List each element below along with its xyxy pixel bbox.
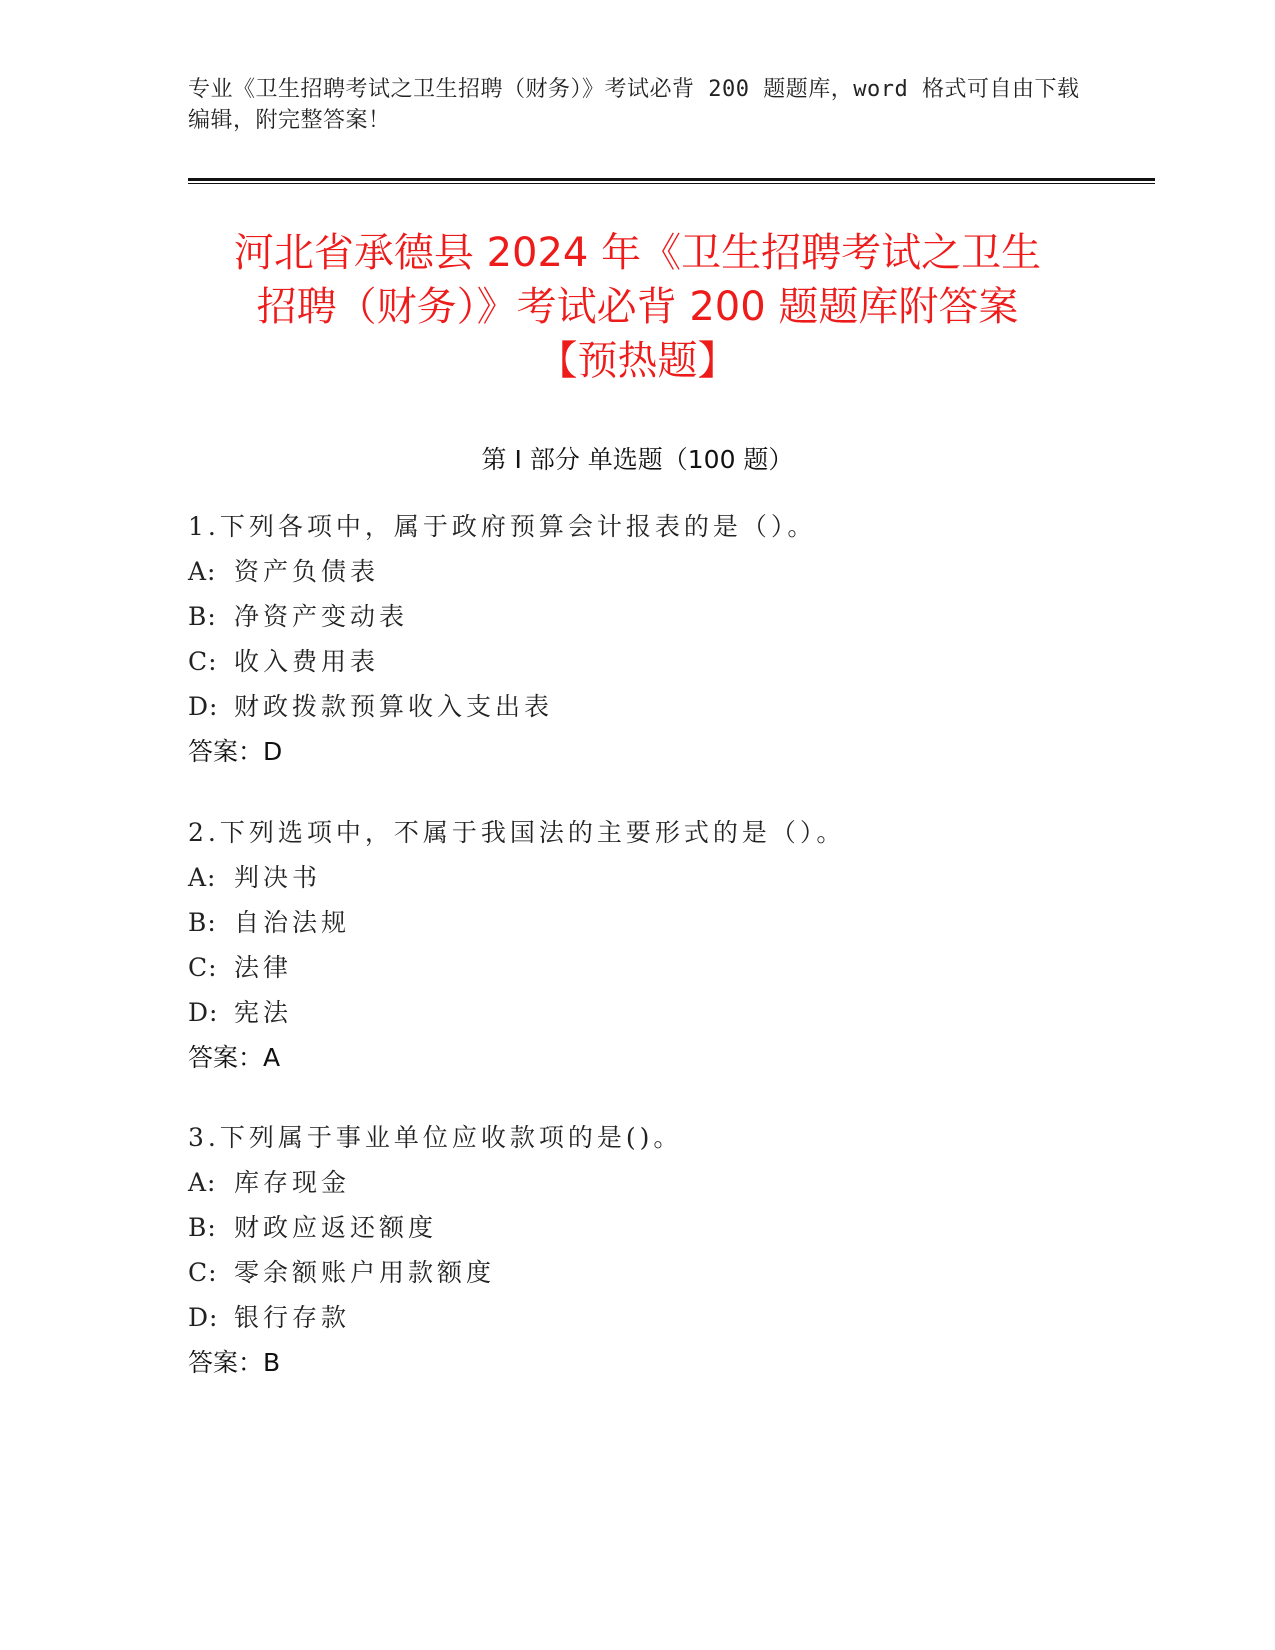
title-line-1: 河北省承德县 2024 年《卫生招聘考试之卫生 <box>233 230 1042 276</box>
question-stem: 1.下列各项中，属于政府预算会计报表的是（）。 <box>188 512 817 541</box>
option-text: 判决书 <box>234 863 322 892</box>
question-1 <box>188 504 1148 774</box>
header-note: 专业《卫生招聘考试之卫生招聘（财务）》考试必背 200 题题库，word 格式可自由下载编辑，附完整答案！ <box>188 77 1080 133</box>
option-text: 零余额账户用款额度 <box>234 1258 496 1287</box>
option-c <box>188 945 1148 990</box>
title-line-3: 【预热题】 <box>537 338 738 384</box>
option-letter: C: <box>188 1258 218 1287</box>
section-heading: 第 I 部分 单选题（100 题） <box>481 445 794 474</box>
option-text: 收入费用表 <box>234 647 380 676</box>
option-text: 法律 <box>234 953 293 982</box>
document-title <box>170 226 1105 388</box>
option-text: 财政应返还额度 <box>234 1213 438 1242</box>
option-text: 自治法规 <box>234 908 351 937</box>
option-letter: B: <box>188 1213 217 1242</box>
option-d <box>188 684 1148 729</box>
option-text: 资产负债表 <box>234 557 380 586</box>
option-letter: C: <box>188 953 218 982</box>
header-rule-thick <box>188 178 1155 181</box>
option-text: 财政拨款预算收入支出表 <box>234 692 554 721</box>
option-b <box>188 900 1148 945</box>
question-2 <box>188 810 1148 1080</box>
option-c <box>188 1250 1148 1295</box>
option-letter: A: <box>188 1168 217 1197</box>
option-text: 库存现金 <box>234 1168 351 1197</box>
option-text: 净资产变动表 <box>234 602 409 631</box>
option-b <box>188 594 1148 639</box>
option-text: 宪法 <box>234 998 293 1027</box>
title-line-2: 招聘（财务）》考试必背 200 题题库附答案 <box>256 284 1019 330</box>
option-c <box>188 639 1148 684</box>
question-stem: 3.下列属于事业单位应收款项的是()。 <box>188 1123 683 1152</box>
question-3 <box>188 1115 1148 1385</box>
answer-line: 答案：B <box>188 1348 281 1377</box>
option-letter: D: <box>188 998 219 1027</box>
header-rule-thin <box>188 183 1155 184</box>
option-letter: D: <box>188 1303 219 1332</box>
option-letter: A: <box>188 863 217 892</box>
option-letter: C: <box>188 647 218 676</box>
question-stem: 2.下列选项中，不属于我国法的主要形式的是（）。 <box>188 818 846 847</box>
option-letter: A: <box>188 557 217 586</box>
answer-line: 答案：A <box>188 1043 281 1072</box>
option-letter: B: <box>188 602 217 631</box>
option-text: 银行存款 <box>234 1303 351 1332</box>
option-a <box>188 1160 1148 1205</box>
option-letter: D: <box>188 692 219 721</box>
answer-line: 答案：D <box>188 737 283 766</box>
option-letter: B: <box>188 908 217 937</box>
option-d <box>188 1295 1148 1340</box>
option-a <box>188 549 1148 594</box>
option-b <box>188 1205 1148 1250</box>
option-d <box>188 990 1148 1035</box>
option-a <box>188 855 1148 900</box>
